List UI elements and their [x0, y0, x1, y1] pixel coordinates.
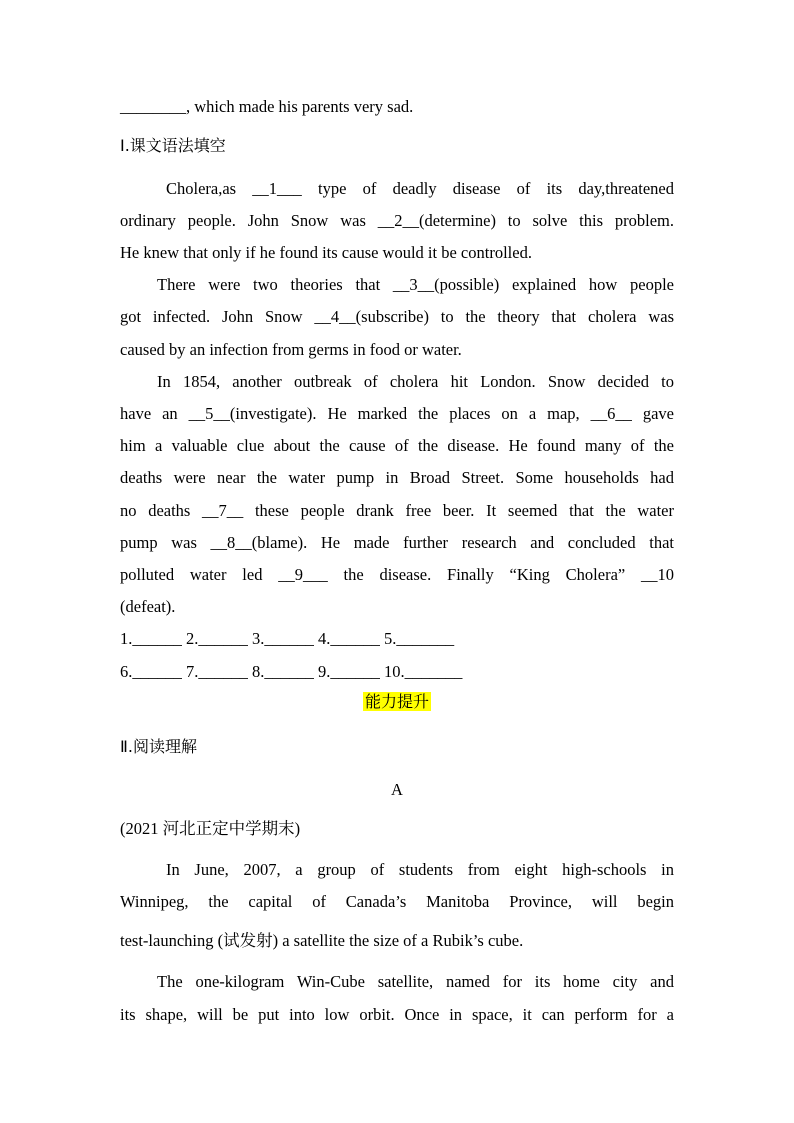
passage-line: He knew that only if he found its cause would it be controlled.	[120, 243, 532, 262]
passage-line: In 1854, another outbreak of cholera hit London. Snow decided to	[157, 372, 674, 391]
passage-line: deaths were near the water pump in Broad Street. Some households had	[120, 468, 674, 487]
passage-source: (2021 河北正定中学期末)	[120, 819, 301, 838]
highlighted-title: 能力提升	[364, 692, 429, 711]
passage-line: The one-kilogram Win-Cube satellite, named for its home city and	[157, 972, 674, 991]
passage-line: pump was __8__(blame). He made further research and concluded that	[120, 533, 674, 552]
passage-line: got infected. John Snow __4__(subscribe) to the theory that cholera was	[120, 307, 674, 326]
passage-line: ordinary people. John Snow was __2__(determine) to solve this problem.	[120, 211, 674, 230]
passage-line: have an __5__(investigate). He marked the places on a map, __6__ gave	[120, 404, 674, 423]
passage-letter: A	[391, 780, 403, 799]
passage-line: polluted water led __9___ the disease. Finally “King Cholera” __10	[120, 565, 674, 584]
passage-line: test-launching (试发射) a satellite the size of a Rubik’s cube.	[120, 931, 524, 950]
passage-line: Winnipeg, the capital of Canada’s Manitoba Province, will begin	[120, 892, 674, 911]
answer-blanks-row-2: 6.______ 7.______ 8.______ 9.______ 10._______	[120, 662, 463, 681]
passage-line: (defeat).	[120, 597, 176, 616]
text-line: ________, which made his parents very sad.	[120, 97, 414, 116]
passage-line: In June, 2007, a group of students from eight high-schools in	[166, 860, 674, 879]
passage-line: him a valuable clue about the cause of the disease. He found many of the	[120, 436, 674, 455]
passage-line: There were two theories that __3__(possible) explained how people	[157, 275, 674, 294]
passage-line: its shape, will be put into low orbit. Once in space, it can perform for a	[120, 1005, 674, 1024]
passage-line: no deaths __7__ these people drank free beer. It seemed that the water	[120, 501, 674, 520]
section-heading-grammar: Ⅰ.课文语法填空	[120, 136, 226, 155]
passage-line: Cholera,as __1___ type of deadly disease of its day,threatened	[166, 179, 674, 198]
section-title-row	[120, 692, 674, 712]
section-heading-reading: Ⅱ.阅读理解	[120, 737, 197, 756]
answer-blanks-row-1: 1.______ 2.______ 3.______ 4.______ 5._______	[120, 629, 455, 648]
passage-line: caused by an infection from germs in food or water.	[120, 340, 462, 359]
